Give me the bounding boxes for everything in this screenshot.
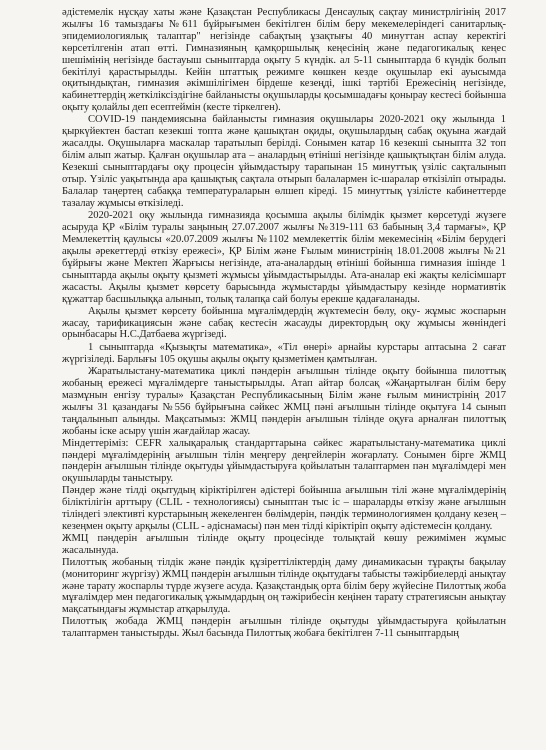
paragraph-5: 1 сыныптарда «Қызықты математика», «Тіл өнері» арнайы курстары аптасына 2 сағат жүргізіледі. Барлығы 105 оқушы ақылы оқыту қызметімен қамтылған. [62,342,506,366]
paragraph-6: Жаратылыстану-математика циклі пәндерін ағылшын тілінде оқыту бойынша пилоттық жобаның ережесі мұғалімдерге таныстырылды. Атап айтар болсақ «Жаңартылған білім беру мазмұнын енгізу туралы» Қазақстан Республикасының Білім және ғылым министрінің 2017 жылғы 31 қазандағы №556 бұйрығына сәйкес ЖМЦ пәні ағылшын тілінде оқытуға 14 сынып таңдалынып алынды. Мақсатымыз: ЖМЦ пәндерін ағылшын тілінде оқуға арналған пилоттық жобаны іске асыру үшін жағдайлар жасау. [62,366,506,437]
paragraph-11: Пилоттық жобада ЖМЦ пәндерін ағылшын тілінде оқытуды ұйымдастыруға қойылатын талаптармен таныстырды. Жыл басында Пилоттық жобаға бекітілген 7-11 сыныптардың [62,616,506,640]
paragraph-2: COVID-19 пандемиясына байланысты гимназия оқушылары 2020-2021 оқу жылында 1 қыркүйектен бастап кезекші топта және қашықтан оқиды, оқушылардың сабақ оқуына жағдай жасалды. Оқушыларға маскалар таратылып берілді. Сонымен катар 16 кезекші сыныпта 32 топ білім алып жатыр. Қалған оқушылар ата – аналардың өтініші негізінде қашықтықтан білім алуда. Кезекші сыныптардағы оқу процесін ұйымдастыру тарапынан 15 минуттық үзіліс сақталынып отыр. Үзіліс уақытында ара қашықтық сақтала отырып балалармен іс-шаралар өткізіліп отырады. Балалар таңертең сабаққа температураларын өлшеп кіреді. 15 минуттық үзілісте кабинеттерде тазалау жұмысы өткізіледі. [62,114,506,209]
paragraph-9: ЖМЦ пәндерін ағылшын тілінде оқыту процесінде толықтай көшу режимімен жұмыс жасалынуда. [62,532,506,556]
paragraph-10: Пилоттық жобаның тілдік және пәндік құзіреттіліктердің даму динамикасын тұрақты бақылау (мониторинг жүргізу) ЖМЦ пәндерін ағылшын тілінде оқытудағы табысты тәжірбиелерді анықтау және тарату жоспарлы түрде жүзеге асуда. Қазақстандық орта білім беру жүйесіне Пилоттық жоба мұғалімдер мен педагогикалық ұжымдардың оң тәжірибесін кеңінен тарату стратегиясын анықтау мақсатындағы жұмыстар атқарылуда. [62,556,506,616]
paragraph-4: Ақылы қызмет көрсету бойынша мұғалімдердің жүктемесін бөлу, оқу- жұмыс жоспарын жасау, тарификациясын және сабақ кестесін жасауды директордың оқу жұмысы жөніндегі орынбасары Н.С.Датбаева жүргізеді. [62,305,506,341]
paragraph-8: Пәндер және тілді оқытудың кіріктірілген әдістері бойынша ағылшын тілі және мұғалімдерінің біліктілігін арттыру (CLIL - технологиясы) сыныптан тыс іс – шараларды өткізу және ағылшын тіліндегі элективті курстарының жекеленген бөлімдерін, пәндік терминологиямен қолдану кезең – кезеңмен оқыту арқылы (CLIL - әдіснамасы) пән мен тілді кіріктіріп оқыту әдістемесін қолдану. [62,485,506,532]
paragraph-3: 2020-2021 оқу жылында гимназияда қосымша ақылы білімдік қызмет көрсетуді жүзеге асыруда ҚР «Білім туралы заңының 27.07.2007 жылғы №319-111 63 бабының 3,4 тармағы», ҚР Мемлекеттің қаулысы «20.07.2009 жылғы №1102 мемлекеттік білім мекемесінің «Білім берудегі ақылы әрекеттерді өткізу ережесі», ҚР Білім және Ғылым министрінің 18.01.2008 жылғы №21 бұйрығы және Мектеп Жарғысы негізінде, ата-аналардың өтініші бойынша гимназия ішінде 1 сыныптарда ақылы оқыту қызметі жұмысы ұйымдастырылды. Ата-аналар екі жақты келісімшарт жасасты. Ақылы қызмет көрсету барысында жұмыстарды ұйымдастыру кезінде нормативтік құжаттар басшылыққа алынып, толық талапқа сай болуы ерекше қадағаланады. [62,210,506,305]
paragraph-7: Міндеттеріміз: CEFR халықаралық стандарттарына сәйкес жаратылыстану-математика циклі пәндері мұғалімдерінің ағылшын тілін меңгеру деңгейлерін жоғарлату. Сонымен бірге ЖМЦ пәндерін ағылшын тілінде оқытуды ұйымдастыруға қойылатын талаптармен пән мұғалімдері мен оқушыларды таныстыру. [62,437,506,485]
paragraph-1: әдістемелік нұсқау хаты және Қазақстан Республикасы Денсаулық сақтау министрлігінің 2017 жылғы 16 тамыздағы №611 бұйрығымен бекітілген білім беру мекемелеріндегі санитарлық-эпидемиологиялық талаптар" негізінде сабақтың ұзақтығы 40 минуттан аспау керектігі көрсетілгенін атап өтті. Гимназияның қамқоршылық кеңесінің және педагогикалық кеңес шешімінің негізінде бастауыш сыныптарда оқыту 5 күндік. ал 5-11 сыныптарда 6 күндік болып бекітілуі қарастырылды. Кейін штаттық режимге көшкен кезде оқушылар екі ауысымда оқитындықтан, гимназия әкімшілігімен бірдеше кезеңді, ішкі тәртібі Ережесінің негізінде, кабинеттердің жеткіліксіздігіне байланысты оқушыларды қосымшадағы қонырау кестесі бойынша оқыту қолайлы деп есептеймін (кесте тіркелген). [62,7,506,114]
